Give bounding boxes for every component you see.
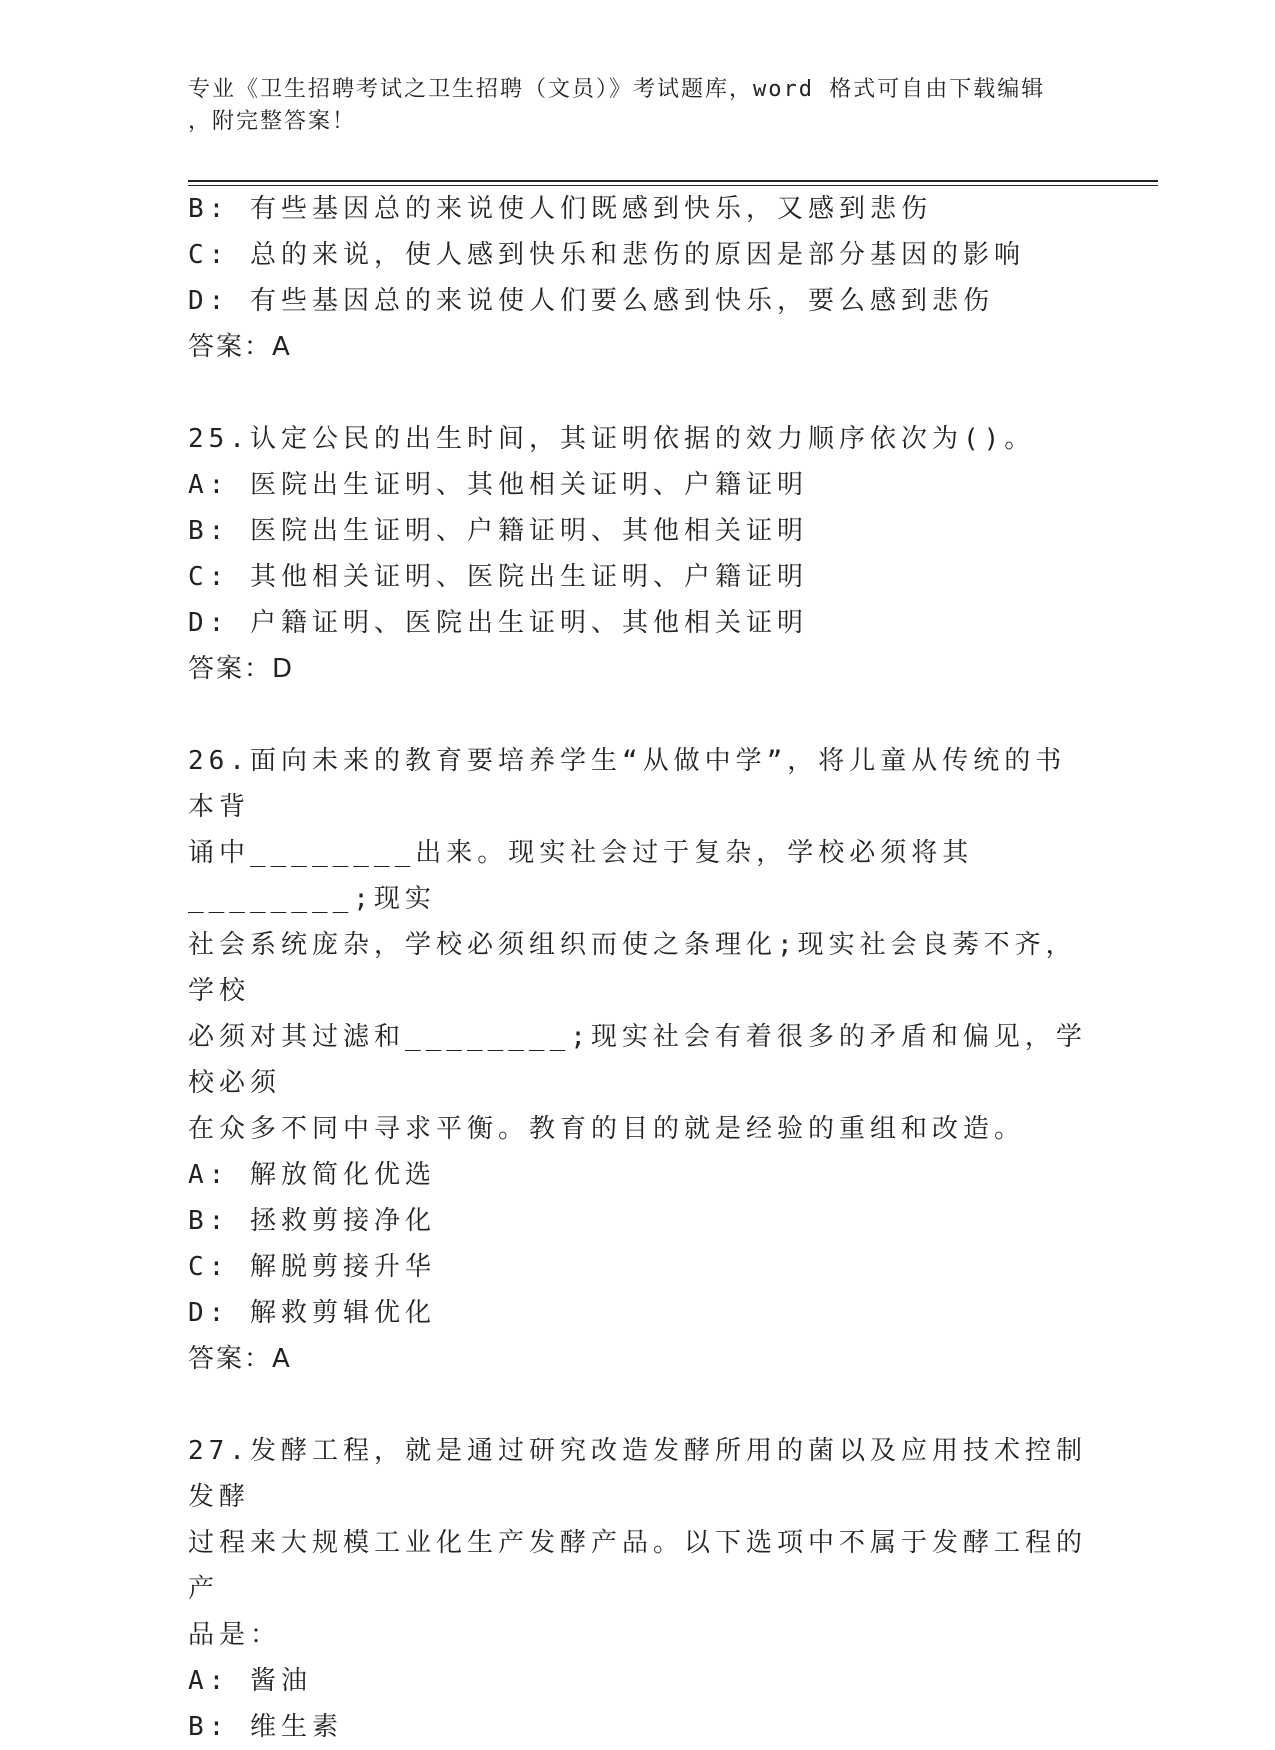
header-line-1: 专业《卫生招聘考试之卫生招聘（文员）》考试题库，word 格式可自由下载编辑 (188, 77, 1046, 102)
document-header (188, 74, 1068, 138)
answer: 答案：D (188, 654, 295, 684)
question-stem-line: 过程来大规模工业化生产发酵产品。以下选项中不属于发酵工程的产 (188, 1528, 1088, 1604)
question-24 (188, 186, 1088, 370)
spacer (188, 692, 1088, 738)
question-26 (188, 738, 1088, 1382)
option-c: C: 其他相关证明、医院出生证明、户籍证明 (188, 562, 808, 592)
answer: 答案：A (188, 1344, 292, 1374)
option-c: C: 总的来说，使人感到快乐和悲伤的原因是部分基因的影响 (188, 240, 1025, 270)
question-stem-line: 诵中________出来。现实社会过于复杂，学校必须将其________;现实 (188, 838, 974, 914)
option-d: D: 解救剪辑优化 (188, 1298, 436, 1328)
option-b: B: 医院出生证明、户籍证明、其他相关证明 (188, 516, 808, 546)
question-stem-line: 品是： (188, 1620, 282, 1650)
spacer (188, 1382, 1088, 1428)
question-stem-line: 在众多不同中寻求平衡。教育的目的就是经验的重组和改造。 (188, 1114, 1026, 1144)
option-b: B: 有些基因总的来说使人们既感到快乐，又感到悲伤 (188, 194, 932, 224)
spacer (188, 370, 1088, 416)
option-d: D: 户籍证明、医院出生证明、其他相关证明 (188, 608, 808, 638)
option-d: D: 有些基因总的来说使人们要么感到快乐，要么感到悲伤 (188, 286, 994, 316)
question-stem-line: 27.发酵工程，就是通过研究改造发酵所用的菌以及应用技术控制发酵 (188, 1436, 1087, 1512)
option-b: B: 拯救剪接净化 (188, 1206, 436, 1236)
question-stem-line: 26.面向未来的教育要培养学生“从做中学”，将儿童从传统的书本背 (188, 746, 1067, 822)
option-a: A: 医院出生证明、其他相关证明、户籍证明 (188, 470, 808, 500)
question-25 (188, 416, 1088, 692)
option-a: A: 酱油 (188, 1666, 312, 1696)
option-a: A: 解放简化优选 (188, 1160, 436, 1190)
question-stem-line: 必须对其过滤和________;现实社会有着很多的矛盾和偏见，学校必须 (188, 1022, 1087, 1098)
question-content (188, 186, 1088, 1750)
question-stem-line: 社会系统庞杂，学校必须组织而使之条理化;现实社会良莠不齐，学校 (188, 930, 1077, 1006)
option-b: B: 维生素 (188, 1712, 343, 1742)
header-rule-thick (188, 180, 1158, 182)
question-stem: 25.认定公民的出生时间，其证明依据的效力顺序依次为()。 (188, 424, 1036, 454)
option-c: C: 解脱剪接升华 (188, 1252, 436, 1282)
header-line-2: ，附完整答案！ (188, 109, 357, 134)
answer: 答案：A (188, 332, 292, 362)
question-27 (188, 1428, 1088, 1750)
